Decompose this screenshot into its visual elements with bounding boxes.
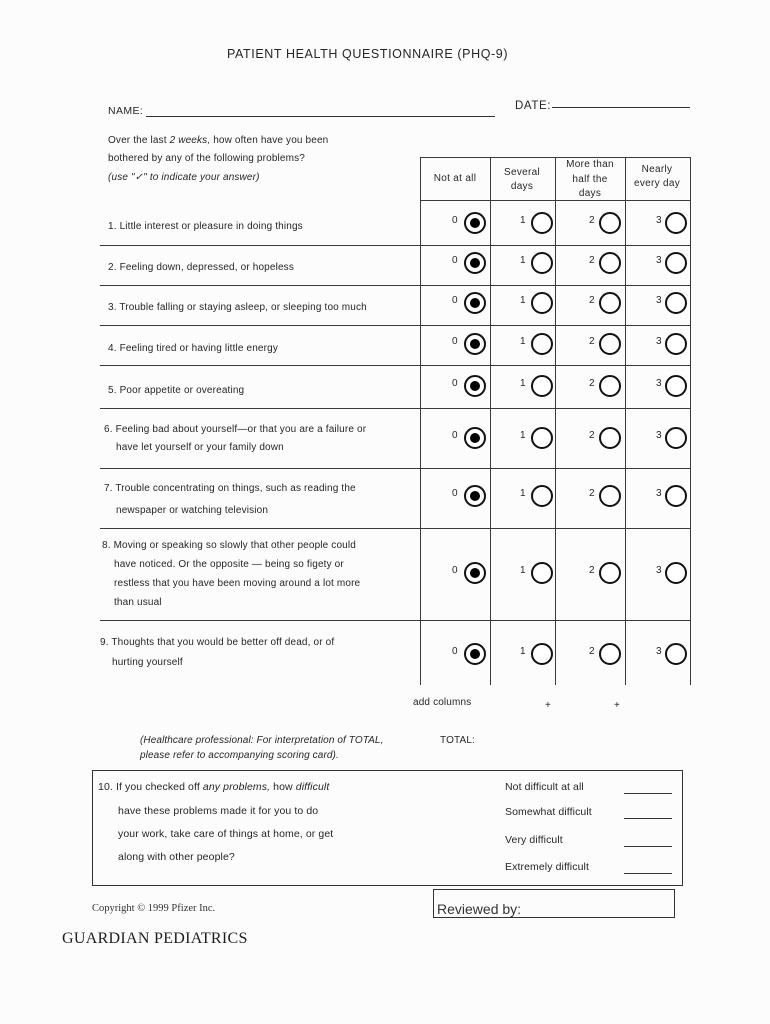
question-2-option-2-radio[interactable]	[599, 252, 621, 274]
column-header-label: days	[578, 188, 602, 199]
question-3-option-3-radio[interactable]	[665, 292, 687, 314]
copyright-notice: Copyright © 1999 Pfizer Inc.	[92, 903, 216, 914]
question-text-line: have noticed. Or the opposite — being so figety or	[114, 559, 344, 570]
table-column-divider	[555, 157, 556, 685]
column-header-label: Nearly	[641, 164, 673, 175]
question-text	[108, 385, 244, 396]
answer-value-label: 3	[656, 430, 662, 441]
question-number: 7.	[104, 483, 113, 494]
answer-value-label: 0	[452, 255, 458, 266]
question-text-line: Moving or speaking so slowly that other people could	[113, 540, 356, 551]
question-2-option-1-radio[interactable]	[531, 252, 553, 274]
question-text-line: have let yourself or your family down	[116, 442, 284, 453]
row-divider	[100, 468, 691, 469]
question-3-option-0-radio[interactable]	[464, 292, 486, 314]
answer-value-label: 3	[656, 646, 662, 657]
answer-value-label: 2	[589, 378, 595, 389]
difficulty-option-label: Somewhat difficult	[505, 806, 592, 818]
add-column-plus-sign: +	[614, 700, 620, 711]
question-8-option-3-radio[interactable]	[665, 562, 687, 584]
question-text	[108, 221, 303, 232]
question-10-emphasis: difficult	[295, 781, 330, 793]
instructions-emphasis: 2 weeks,	[169, 135, 211, 146]
question-1-option-3-radio[interactable]	[665, 212, 687, 234]
answer-value-label: 0	[452, 295, 458, 306]
answer-value-label: 2	[589, 430, 595, 441]
table-header-top-border	[420, 157, 691, 158]
question-text	[104, 424, 366, 435]
column-header-label: every day	[633, 178, 681, 189]
answer-value-label: 1	[520, 430, 526, 441]
row-divider	[100, 528, 691, 529]
question-text-line: Poor appetite or overeating	[119, 385, 245, 396]
question-text-line: than usual	[114, 597, 162, 608]
question-8-option-1-radio[interactable]	[531, 562, 553, 584]
question-5-option-2-radio[interactable]	[599, 375, 621, 397]
question-1-option-0-radio[interactable]	[464, 212, 486, 234]
date-label: DATE:	[515, 100, 552, 112]
total-interpretation-note: please refer to accompanying scoring card).	[140, 750, 339, 761]
total-field[interactable]	[485, 733, 595, 747]
column-header-label: Several	[503, 167, 540, 178]
table-header-bottom-border	[420, 200, 691, 201]
answer-value-label: 0	[452, 565, 458, 576]
instructions-text: Over the last	[108, 135, 167, 146]
answer-value-label: 1	[520, 378, 526, 389]
practice-name: GUARDIAN PEDIATRICS	[62, 930, 248, 947]
question-3-option-2-radio[interactable]	[599, 292, 621, 314]
question-10-text: along with other people?	[118, 851, 235, 863]
question-10-text	[98, 781, 329, 793]
question-text-line: Little interest or pleasure in doing things	[119, 221, 303, 232]
answer-value-label: 1	[520, 565, 526, 576]
row-divider	[100, 365, 691, 366]
add-column-plus-sign: +	[545, 700, 551, 711]
question-number: 5.	[108, 385, 117, 396]
question-text	[104, 483, 356, 494]
question-7-option-3-radio[interactable]	[665, 485, 687, 507]
answer-value-label: 0	[452, 215, 458, 226]
answer-value-label: 1	[520, 295, 526, 306]
answer-value-label: 0	[452, 378, 458, 389]
answer-value-label: 3	[656, 336, 662, 347]
question-10-text-part: If you checked off	[115, 781, 200, 793]
question-6-option-1-radio[interactable]	[531, 427, 553, 449]
question-10-text-part: how	[273, 781, 293, 793]
question-4-option-2-radio[interactable]	[599, 333, 621, 355]
table-column-divider	[490, 157, 491, 685]
answer-value-label: 2	[589, 646, 595, 657]
question-number: 8.	[102, 540, 111, 551]
difficulty-option-label: Not difficult at all	[505, 781, 584, 793]
question-text	[100, 637, 334, 648]
question-number: 1.	[108, 221, 117, 232]
column-header-label: Not at all	[433, 173, 477, 184]
difficulty-option-label: Very difficult	[505, 834, 563, 846]
answer-value-label: 3	[656, 378, 662, 389]
column-header-label: days	[510, 181, 534, 192]
question-text-line: Trouble concentrating on things, such as reading the	[115, 483, 356, 494]
question-number: 10.	[98, 781, 113, 793]
answer-value-label: 1	[520, 646, 526, 657]
row-divider	[100, 620, 691, 621]
name-label: NAME:	[108, 105, 144, 117]
question-text-line: restless that you have been moving around a lot more	[114, 578, 361, 589]
question-text-line: newspaper or watching television	[116, 505, 269, 516]
add-columns-label: add columns	[413, 697, 472, 708]
table-column-divider	[690, 157, 691, 685]
total-interpretation-note: (Healthcare professional: For interpretation of TOTAL,	[140, 735, 384, 746]
instructions-line-2: bothered by any of the following problems?	[108, 153, 305, 164]
question-4-option-3-radio[interactable]	[665, 333, 687, 355]
question-1-option-1-radio[interactable]	[531, 212, 553, 234]
question-3-option-1-radio[interactable]	[531, 292, 553, 314]
question-9-option-2-radio[interactable]	[599, 643, 621, 665]
reviewed-by-label: Reviewed by:	[437, 901, 522, 917]
question-6-option-0-radio[interactable]	[464, 427, 486, 449]
question-1-option-2-radio[interactable]	[599, 212, 621, 234]
answer-value-label: 2	[589, 215, 595, 226]
answer-value-label: 3	[656, 255, 662, 266]
question-8-option-0-radio[interactable]	[464, 562, 486, 584]
answer-value-label: 3	[656, 295, 662, 306]
question-5-option-0-radio[interactable]	[464, 375, 486, 397]
question-number: 2.	[108, 262, 117, 273]
answer-value-label: 1	[520, 336, 526, 347]
answer-value-label: 0	[452, 488, 458, 499]
answer-value-label: 0	[452, 646, 458, 657]
answer-value-label: 2	[589, 295, 595, 306]
column-header-label: half the	[572, 174, 608, 185]
question-5-option-1-radio[interactable]	[531, 375, 553, 397]
question-number: 4.	[108, 343, 117, 354]
answer-value-label: 2	[589, 255, 595, 266]
answer-value-label: 1	[520, 215, 526, 226]
total-label: TOTAL:	[440, 735, 475, 746]
difficulty-option-label: Extremely difficult	[505, 861, 589, 873]
question-8-option-2-radio[interactable]	[599, 562, 621, 584]
question-2-option-3-radio[interactable]	[665, 252, 687, 274]
question-text-line: hurting yourself	[112, 657, 183, 668]
question-10-emphasis: any problems,	[202, 781, 271, 793]
question-7-option-1-radio[interactable]	[531, 485, 553, 507]
question-text-line: Feeling bad about yourself—or that you are a failure or	[115, 424, 367, 435]
question-5-option-3-radio[interactable]	[665, 375, 687, 397]
question-text	[108, 343, 278, 354]
question-text-line: Trouble falling or staying asleep, or sleeping too much	[119, 302, 367, 313]
answer-value-label: 3	[656, 215, 662, 226]
question-number: 3.	[108, 302, 117, 313]
row-divider	[100, 325, 691, 326]
answer-value-label: 3	[656, 488, 662, 499]
question-9-option-3-radio[interactable]	[665, 643, 687, 665]
question-text	[102, 540, 356, 551]
answer-value-label: 2	[589, 565, 595, 576]
answer-value-label: 1	[520, 488, 526, 499]
form-title: PATIENT HEALTH QUESTIONNAIRE (PHQ-9)	[227, 47, 509, 61]
answer-value-label: 0	[452, 430, 458, 441]
question-text	[108, 302, 367, 313]
question-4-option-0-radio[interactable]	[464, 333, 486, 355]
question-7-option-2-radio[interactable]	[599, 485, 621, 507]
question-text-line: Thoughts that you would be better off dead, or of	[111, 637, 335, 648]
column-header-label: More than	[566, 159, 614, 170]
answer-value-label: 2	[589, 488, 595, 499]
question-6-option-2-radio[interactable]	[599, 427, 621, 449]
question-4-option-1-radio[interactable]	[531, 333, 553, 355]
question-7-option-0-radio[interactable]	[464, 485, 486, 507]
answer-value-label: 3	[656, 565, 662, 576]
answer-value-label: 2	[589, 336, 595, 347]
answer-value-label: 1	[520, 255, 526, 266]
question-text-line: Feeling tired or having little energy	[119, 343, 278, 354]
question-number: 9.	[100, 637, 109, 648]
question-9-option-0-radio[interactable]	[464, 643, 486, 665]
question-9-option-1-radio[interactable]	[531, 643, 553, 665]
question-10-text: have these problems made it for you to do	[118, 805, 319, 817]
row-divider	[100, 245, 691, 246]
instructions-line-3: (use "✓" to indicate your answer)	[108, 172, 260, 183]
table-column-divider	[625, 157, 626, 685]
question-2-option-0-radio[interactable]	[464, 252, 486, 274]
question-number: 6.	[104, 424, 113, 435]
answer-value-label: 0	[452, 336, 458, 347]
question-text-line: Feeling down, depressed, or hopeless	[119, 262, 294, 273]
row-divider	[100, 408, 691, 409]
question-6-option-3-radio[interactable]	[665, 427, 687, 449]
question-text	[108, 262, 294, 273]
table-column-divider	[420, 157, 421, 685]
question-10-text: your work, take care of things at home, or get	[118, 828, 334, 840]
row-divider	[100, 285, 691, 286]
instructions-text: how often have you been	[213, 135, 329, 146]
